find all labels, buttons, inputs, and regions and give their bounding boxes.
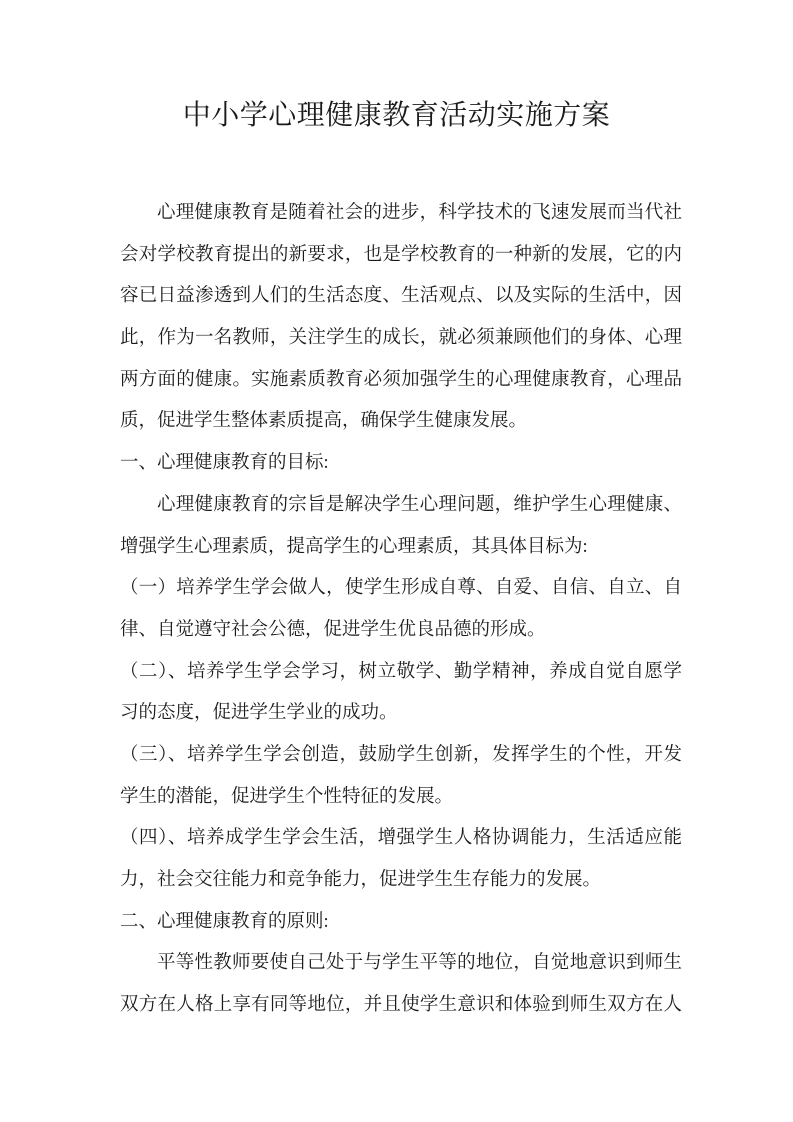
text-line: 心理健康教育的宗旨是解决学生心理问题，维护学生心理健康、 — [157, 494, 682, 515]
text-line: 学生的潜能，促进学生个性特征的发展。 — [120, 786, 454, 807]
text-line: 双方在人格上享有同等地位，并且使学生意识和体验到师生双方在人 — [120, 995, 682, 1016]
section-heading: 二、心理健康教育的原则: — [120, 911, 329, 932]
section-heading: 一、心理健康教育的目标: — [120, 453, 329, 474]
text-line: 两方面的健康。实施素质教育必须加强学生的心理健康教育，心理品 — [120, 369, 682, 390]
document-title: 中小学心理健康教育活动实施方案 — [182, 100, 611, 131]
text-line: 此，作为一名教师，关注学生的成长，就必须兼顾他们的身体、心理 — [120, 328, 682, 349]
text-line: 习的态度，促进学生学业的成功。 — [120, 703, 398, 724]
document-body — [120, 193, 682, 1027]
text-line: 平等性教师要使自己处于与学生平等的地位，自觉地意识到师生 — [157, 953, 682, 974]
text-line: 会对学校教育提出的新要求，也是学校教育的一种新的发展，它的内 — [120, 244, 682, 265]
text-line: 律、自觉遵守社会公德，促进学生优良品德的形成。 — [120, 619, 546, 640]
text-line: 心理健康教育是随着社会的进步，科学技术的飞速发展而当代社 — [157, 203, 682, 223]
text-line: 力，社会交往能力和竞争能力，促进学生生存能力的发展。 — [120, 870, 602, 890]
text-line: （四）、培养成学生学会生活，增强学生人格协调能力，生活适应能 — [120, 828, 682, 849]
text-line: （一）培养学生学会做人，使学生形成自尊、自爱、自信、自立、自 — [120, 578, 682, 599]
text-line: （三）、培养学生学会创造，鼓励学生创新，发挥学生的个性，开发 — [120, 744, 682, 765]
text-line: 质，促进学生整体素质提高，确保学生健康发展。 — [120, 411, 528, 432]
text-line: 容已日益渗透到人们的生活态度、生活观点、以及实际的生活中，因 — [120, 286, 682, 307]
text-line: （二）、培养学生学会学习，树立敬学、勤学精神，养成自觉自愿学 — [120, 661, 682, 682]
text-line: 增强学生心理素质，提高学生的心理素质，其具体目标为: — [120, 536, 588, 557]
